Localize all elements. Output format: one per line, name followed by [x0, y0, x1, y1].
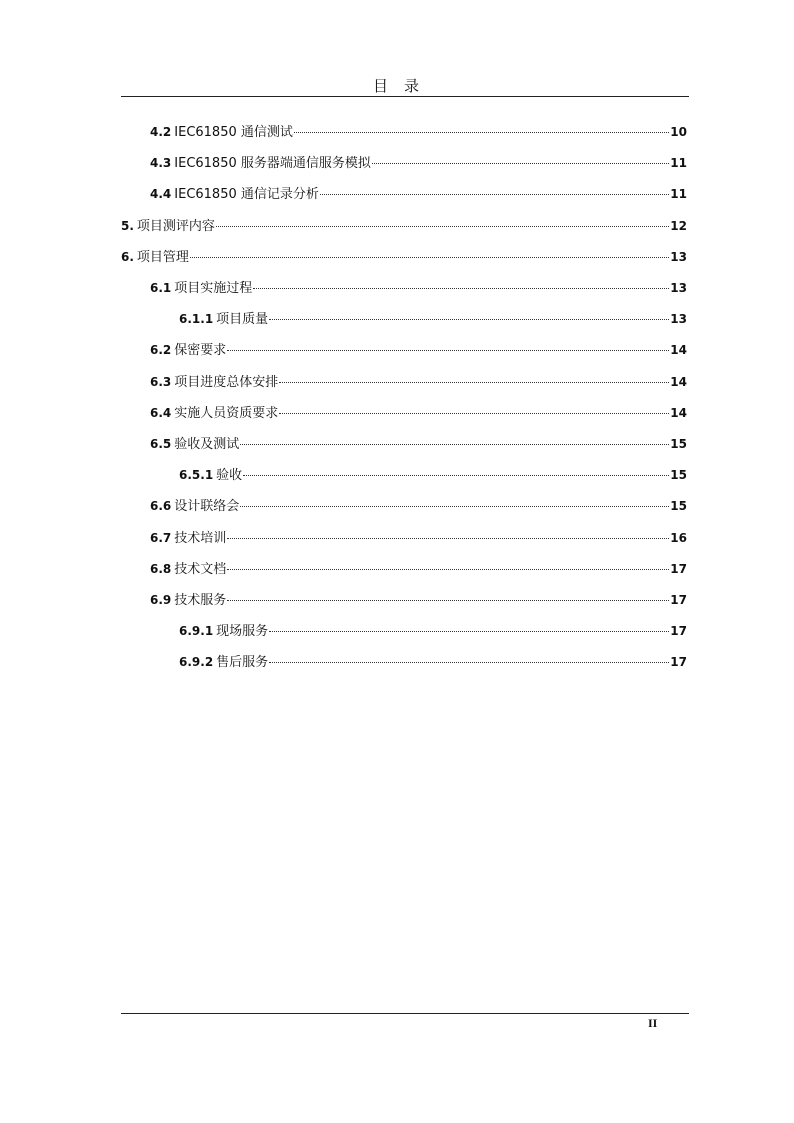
toc-entry-number: 4.3	[150, 156, 172, 171]
toc-entry[interactable]	[179, 651, 687, 669]
toc-entry-title: 现场服务	[216, 624, 269, 640]
toc-entry-number: 6.2	[150, 343, 172, 358]
footer-rule	[121, 1013, 689, 1014]
toc-entry-page: 13	[670, 249, 687, 264]
toc-entry-page: 15	[670, 437, 687, 451]
toc-entry-title: 售后服务	[216, 655, 269, 671]
page-number: II	[648, 1016, 658, 1030]
toc-entry-number: 6.9	[150, 593, 172, 607]
toc-entry[interactable]	[179, 464, 687, 482]
page-title	[0, 75, 794, 96]
toc-entry[interactable]	[150, 589, 687, 607]
toc-entry-page: 17	[670, 624, 687, 639]
toc-dot-leader	[243, 474, 669, 476]
toc-entry-page: 12	[670, 218, 687, 233]
toc-entry-number: 6.8	[150, 561, 172, 576]
toc-entry-title: 验收及测试	[174, 437, 240, 452]
toc-dot-leader	[240, 505, 669, 507]
toc-entry[interactable]	[150, 152, 687, 170]
toc-dot-leader	[190, 256, 669, 258]
toc-dot-leader	[227, 599, 669, 601]
toc-entry-page: 15	[670, 468, 687, 483]
toc-entry-title: 项目进度总体安排	[174, 374, 279, 390]
toc-entry-number: 4.2	[150, 125, 172, 139]
toc-entry-number: 6.6	[150, 499, 172, 514]
toc-entry-title: 技术服务	[174, 593, 227, 608]
toc-entry[interactable]	[179, 620, 687, 638]
header-rule	[121, 96, 689, 97]
toc-entry-page: 11	[670, 156, 687, 171]
toc-entry-page: 17	[670, 593, 687, 607]
toc-dot-leader	[227, 537, 669, 539]
toc-entry[interactable]	[121, 246, 687, 264]
toc-entry[interactable]	[150, 558, 687, 576]
toc-dot-leader	[240, 443, 669, 445]
toc-entry-page: 13	[670, 312, 687, 327]
toc-entry-title: IEC61850 通信测试	[174, 125, 293, 140]
toc-entry[interactable]	[150, 371, 687, 389]
toc-entry-page: 14	[670, 343, 687, 358]
toc-dot-leader	[269, 318, 669, 320]
toc-entry-page: 14	[670, 405, 687, 420]
toc-entry-number: 6.4	[150, 405, 172, 420]
page-title-left: 目	[372, 77, 390, 95]
toc-entry-page: 16	[670, 530, 687, 545]
toc-entry[interactable]	[179, 308, 687, 326]
toc-dot-leader	[372, 162, 669, 164]
toc-dot-leader	[269, 661, 669, 663]
toc-entry-number: 6.1	[150, 281, 172, 295]
toc-entry[interactable]	[121, 215, 687, 233]
page-title-right: 录	[404, 77, 422, 95]
toc-entry-title: 技术培训	[174, 530, 227, 546]
toc-entry[interactable]	[150, 402, 687, 420]
toc-entry-number: 5.	[121, 218, 134, 233]
toc-entry-number: 6.3	[150, 374, 172, 389]
toc-entry[interactable]	[150, 183, 687, 201]
toc-dot-leader	[269, 630, 669, 632]
toc-entry-number: 6.1.1	[179, 312, 214, 327]
toc-entry-page: 10	[670, 125, 687, 139]
toc-entry-title: 实施人员资质要求	[174, 405, 279, 421]
toc-dot-leader	[279, 412, 669, 414]
toc-entry-title: 设计联络会	[174, 499, 240, 515]
toc-entry-page: 13	[670, 281, 687, 295]
toc-entry[interactable]	[150, 527, 687, 545]
toc-entry[interactable]	[150, 495, 687, 513]
toc-entry-title: 项目实施过程	[174, 281, 253, 296]
toc-entry[interactable]	[150, 277, 687, 295]
toc-entry-title: 项目管理	[136, 249, 189, 265]
toc-dot-leader	[320, 193, 669, 195]
toc-entry-title: 项目质量	[216, 312, 269, 328]
toc-entry-title: 验收	[216, 468, 243, 484]
toc-dot-leader	[253, 287, 669, 289]
toc-entry[interactable]	[150, 433, 687, 451]
toc-entry-page: 15	[670, 499, 687, 514]
toc-entry[interactable]	[150, 339, 687, 357]
toc-entry-page: 17	[670, 655, 687, 670]
toc-entry-number: 6.	[121, 249, 134, 264]
toc-dot-leader	[227, 568, 669, 570]
toc-entry-title: 保密要求	[174, 343, 227, 359]
toc-entry-title: IEC61850 服务器端通信服务模拟	[174, 156, 371, 172]
toc-entry-title: IEC61850 通信记录分析	[174, 187, 319, 203]
toc-entry-number: 6.7	[150, 530, 172, 545]
toc-entry-number: 6.9.2	[179, 655, 214, 670]
toc-entry-number: 6.5.1	[179, 468, 214, 483]
toc-entry-page: 14	[670, 374, 687, 389]
toc-entry-number: 6.5	[150, 437, 172, 451]
toc-entry-title: 技术文档	[174, 561, 227, 577]
toc-entry-number: 6.9.1	[179, 624, 214, 639]
toc-dot-leader	[294, 131, 669, 133]
toc-dot-leader	[227, 349, 669, 351]
toc-entry-page: 17	[670, 561, 687, 576]
toc-dot-leader	[279, 381, 669, 383]
toc-entry[interactable]	[150, 121, 687, 139]
toc-entry-page: 11	[670, 187, 687, 202]
toc-entry-number: 4.4	[150, 187, 172, 202]
toc-dot-leader	[216, 225, 669, 227]
toc-entry-title: 项目测评内容	[136, 218, 215, 234]
